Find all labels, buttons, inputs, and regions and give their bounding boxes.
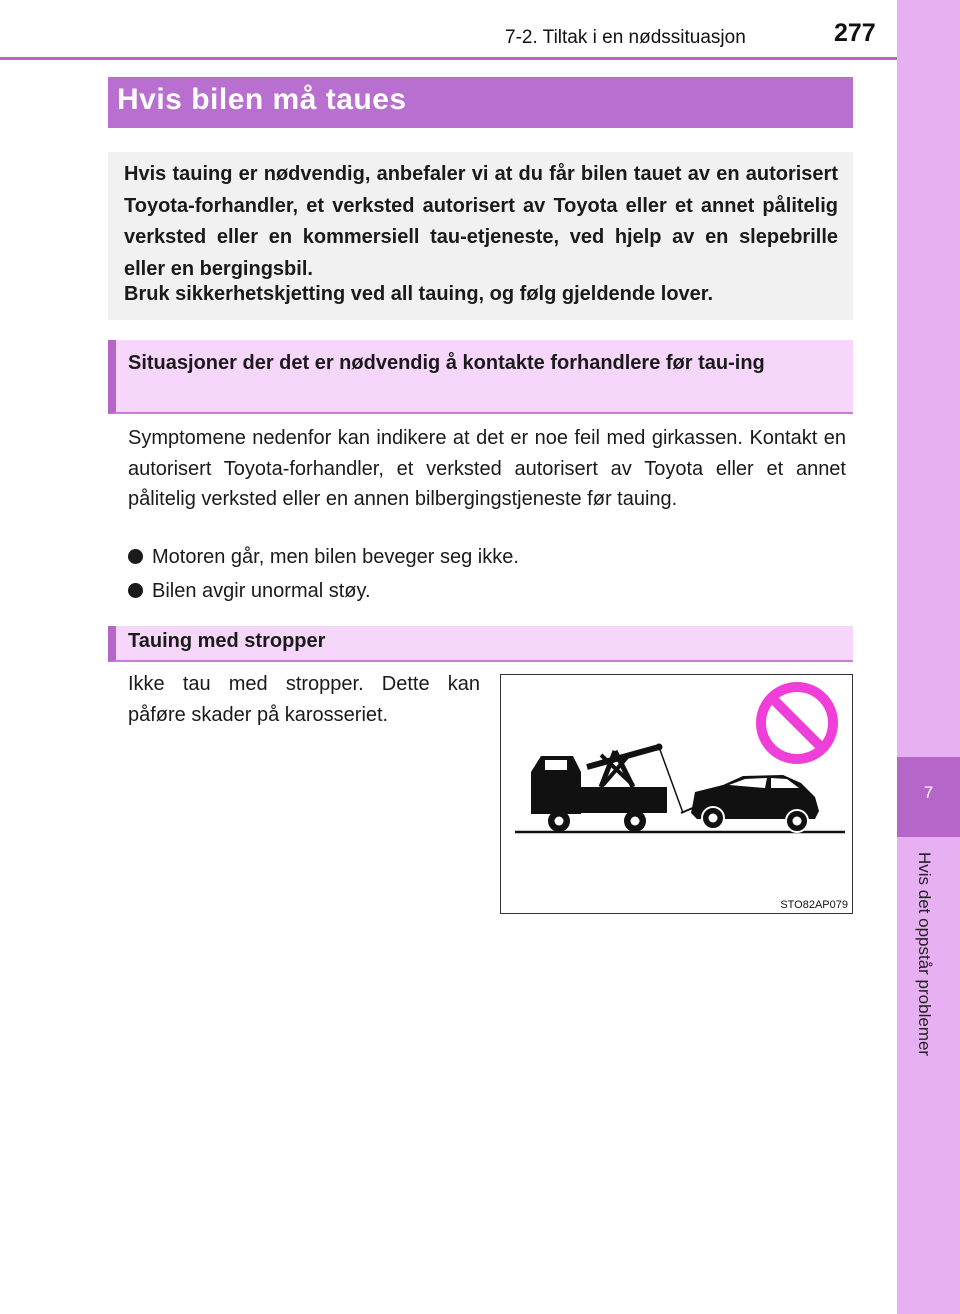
chapter-number: 7 [923,783,934,802]
towing-figure [500,674,853,914]
figure-code: STO82AP079 [780,899,848,911]
section2-body: Ikke tau med stropper. Dette kan påføre skader på karosseriet. [128,673,480,726]
chapter-tab[interactable] [897,757,960,837]
title-bar [108,77,853,128]
side-tab [897,0,960,1314]
towing-illustration [501,675,852,913]
subheading-situations-text: Situasjoner der det er nødvendig å kontakte forhandlere før tau-ing [128,352,765,374]
intro-box [108,152,853,320]
header-rule [0,57,897,60]
subheading-straps [108,626,853,662]
intro-text: Hvis tauing er nødvendig, anbefaler vi at du får bilen tauet av en autorisert Toyota-forhandler, et verksted autorisert av Toyota eller et annet pålitelig verksted eller en kommersiell tau-etjeneste, ved hjelp av en slepebrille eller en bergingsbil. [124,163,838,280]
page-title: Hvis bilen må taues [117,83,407,116]
bullet-icon [128,583,143,598]
bullet-item [128,546,519,569]
bullet-text: Bilen avgir unormal støy. [152,580,371,602]
chapter-title: Hvis det oppstår problemer [915,852,934,1057]
prohibition-icon [761,687,833,759]
running-header: 7-2. Tiltak i en nødssituasjon [505,27,746,48]
bullet-text: Motoren går, men bilen beveger seg ikke. [152,546,519,568]
tow-truck-icon [531,744,683,833]
page-number: 277 [834,19,876,47]
intro-text-2: Bruk sikkerhetskjetting ved all tauing, og følg gjeldende lover. [124,283,714,305]
bullet-item [128,580,371,603]
subheading-situations [108,340,853,414]
subheading-straps-text: Tauing med stropper [128,630,326,652]
bullet-icon [128,549,143,564]
car-icon [681,775,819,832]
section1-body: Symptomene nedenfor kan indikere at det er noe feil med girkassen. Kontakt en autorisert Toyota-forhandler, et verksted autorisert av Toyota eller et annet pålitelig verksted eller en annen bilbergingstjeneste før tauing. [128,427,846,510]
